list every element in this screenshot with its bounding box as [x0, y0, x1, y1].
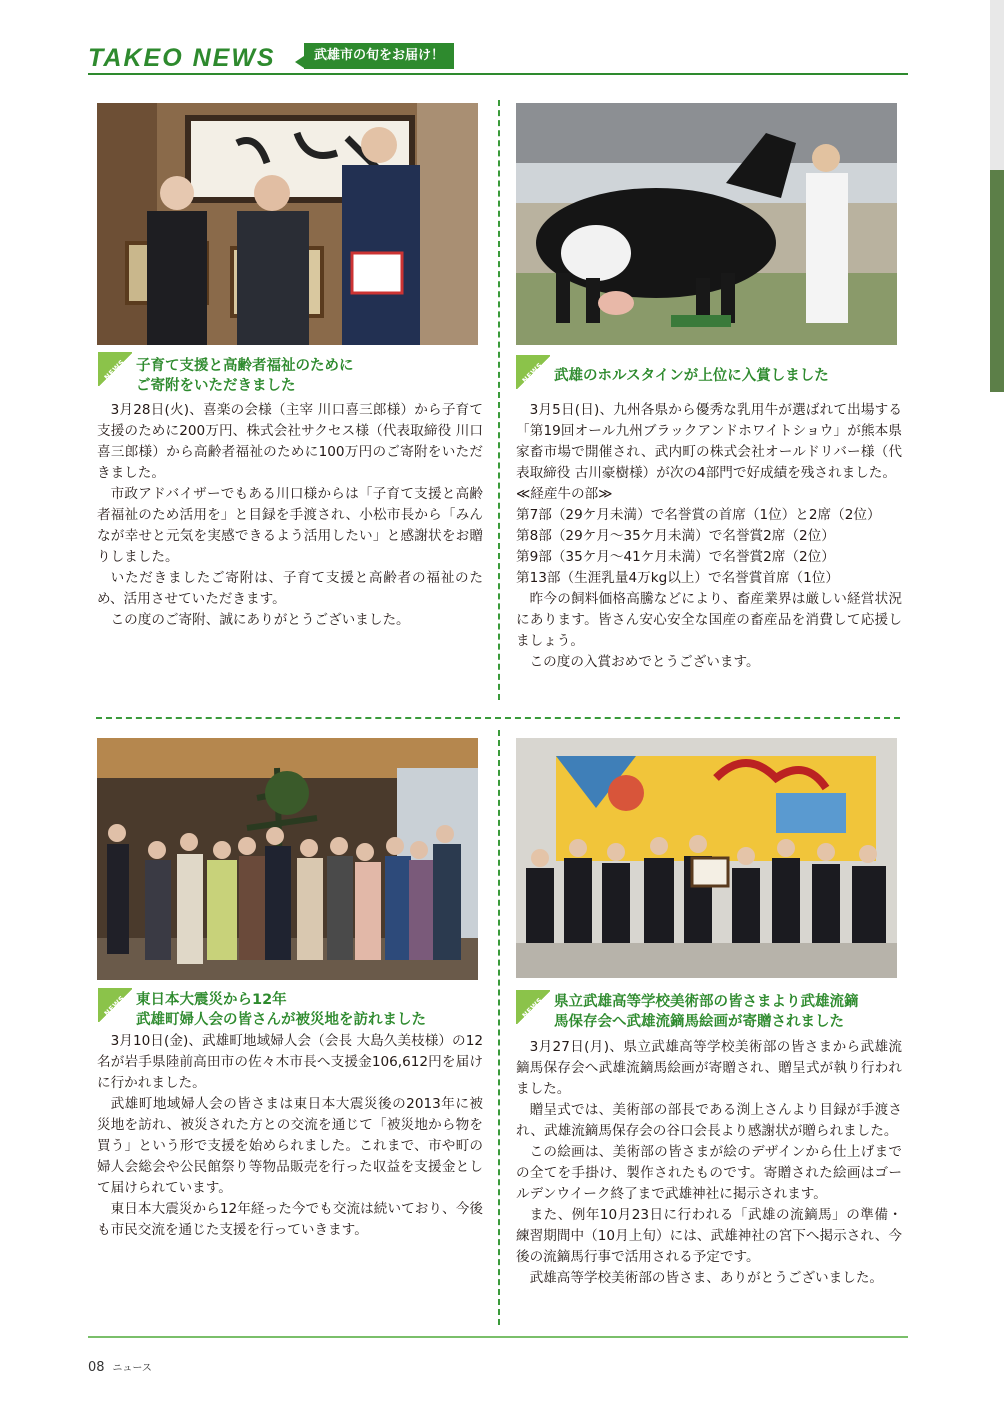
article-paragraph: また、例年10月23日に行われる「武雄の流鏑馬」の準備・練習期間中（10月上旬）には、武雄神社の宮下へ掲示され、今後の流鏑馬行事で活用される予定です。 — [516, 1207, 902, 1265]
article-photo-donation — [97, 103, 478, 345]
article-paragraph: 3月5日(日)、九州各県から優秀な乳用牛が選ばれて出場する「第19回オール九州ブラックアンドホワイトショウ」が熊本県家畜市場で開催され、武内町の株式会社オールドリバー様（代表取締役 古川豪樹様）が次の4部門で好成績を残されました。 — [516, 402, 902, 481]
article-paragraph: 武雄高等学校美術部の皆さま、ありがとうございました。 — [529, 1270, 884, 1286]
article-paragraph: ≪経産牛の部≫ — [516, 486, 613, 502]
brand-title: TAKEO NEWS — [88, 44, 276, 72]
article-paragraph: 贈呈式では、美術部の部長である渕上さんより目録が手渡され、武雄流鏑馬保存会の谷口会長より感謝状が贈られました。 — [516, 1102, 902, 1139]
article-title-line: 県立武雄高等学校美術部の皆さまより武雄流鏑 — [554, 994, 859, 1010]
article-paragraph: この度のご寄附、誠にありがとうございました。 — [110, 612, 410, 628]
article-paragraph: 昨今の飼料価格高騰などにより、畜産業界は厳しい経営状況にあります。皆さん安心安全な国産の畜産品を消費して応援しましょう。 — [516, 591, 902, 649]
article-body-yabusame — [516, 1037, 902, 1289]
news-badge: NEWS — [98, 352, 132, 386]
article-title-holstein — [516, 355, 906, 395]
footer-rule — [88, 1336, 908, 1338]
page-header — [88, 40, 908, 80]
article-title-line: 馬保存会へ武雄流鏑馬絵画が寄贈されました — [554, 1014, 844, 1030]
news-badge: NEWS — [516, 355, 550, 389]
article-paragraph: 第13部（生涯乳量4万kg以上）で名誉賞首席（1位） — [516, 570, 839, 586]
adjacent-page-photo-strip — [990, 170, 1004, 392]
page-number: 08 — [88, 1360, 105, 1375]
header-rule — [88, 73, 908, 75]
article-body-holstein — [516, 400, 902, 673]
article-title-line: 武雄のホルスタインが上位に入賞しました — [554, 368, 829, 384]
article-photo-holstein — [516, 103, 897, 345]
article-title-line: 子育て支援と高齢者福祉のために — [136, 358, 354, 374]
article-paragraph: 3月10日(金)、武雄町地域婦人会（会長 大島久美枝様）の12名が岩手県陸前高田市の佐々木市長へ支援金106,612円を届けに行かれました。 — [97, 1033, 483, 1091]
article-paragraph: 東日本大震災から12年経った今でも交流は続いており、今後も市民交流を通じた支援を行っていきます。 — [97, 1201, 483, 1238]
page-footer — [88, 1359, 152, 1375]
header-tagline: 武雄市の旬をお届け！ — [304, 43, 454, 69]
news-badge: NEWS — [516, 990, 550, 1024]
column-divider-bottom — [498, 730, 500, 1325]
article-paragraph: この絵画は、美術部の皆さまが絵のデザインから仕上げまでの全てを手掛け、製作されたものです。寄贈された絵画はゴールデンウイーク終了まで武雄神社に掲示されます。 — [516, 1144, 902, 1202]
article-title-line: 武雄町婦人会の皆さんが被災地を訪れました — [136, 1012, 426, 1028]
article-photo-earthquake — [97, 738, 478, 980]
article-title-line: ご寄附をいただきました — [136, 378, 296, 394]
article-photo-yabusame — [516, 738, 897, 978]
article-title-donation — [98, 352, 488, 396]
article-paragraph: 第8部（29ケ月〜35ケ月未満）で名誉賞2席（2位） — [516, 528, 835, 544]
row-divider — [96, 717, 900, 719]
article-title-earthquake — [98, 988, 488, 1032]
news-badge: NEWS — [98, 988, 132, 1022]
column-divider-top — [498, 100, 500, 700]
article-paragraph: 武雄町地域婦人会の皆さまは東日本大震災後の2013年に被災地を訪れ、被災された方との交流を通じて「被災地から物を買う」という形で支援を始められました。これまで、市や町の婦人会総会や公民館祭り等物品販売を行った収益を支援金として届けられています。 — [97, 1096, 483, 1196]
article-paragraph: この度の入賞おめでとうございます。 — [529, 654, 760, 670]
article-paragraph: 第7部（29ケ月未満）で名誉賞の首席（1位）と2席（2位） — [516, 507, 881, 523]
article-paragraph: 第9部（35ケ月〜41ケ月未満）で名誉賞2席（2位） — [516, 549, 835, 565]
article-paragraph: 市政アドバイザーでもある川口様からは「子育て支援と高齢者福祉のため活用を」と目録を手渡され、小松市長から「みんなが幸せと元気を実感できるよう活用したい」と感謝状をお贈りしました。 — [97, 486, 483, 565]
adjacent-page-edge — [990, 0, 1004, 392]
article-paragraph: いただきましたご寄附は、子育て支援と高齢者の福祉のため、活用させていただきます。 — [97, 570, 483, 607]
article-body-donation — [97, 400, 483, 631]
article-paragraph: 3月28日(火)、喜楽の会様（主宰 川口喜三郎様）から子育て支援のために200万円、株式会社サクセス様（代表取締役 川口喜三郎様）から高齢者福祉のために100万円のご寄附をいただきました。 — [97, 402, 483, 481]
article-paragraph: 3月27日(月)、県立武雄高等学校美術部の皆さまから武雄流鏑馬保存会へ武雄流鏑馬絵画が寄贈され、贈呈式が執り行われました。 — [516, 1039, 902, 1097]
article-body-earthquake — [97, 1031, 483, 1241]
footer-section: ニュース — [112, 1363, 152, 1374]
article-title-line: 東日本大震災から12年 — [136, 992, 287, 1008]
article-title-yabusame — [516, 990, 906, 1034]
